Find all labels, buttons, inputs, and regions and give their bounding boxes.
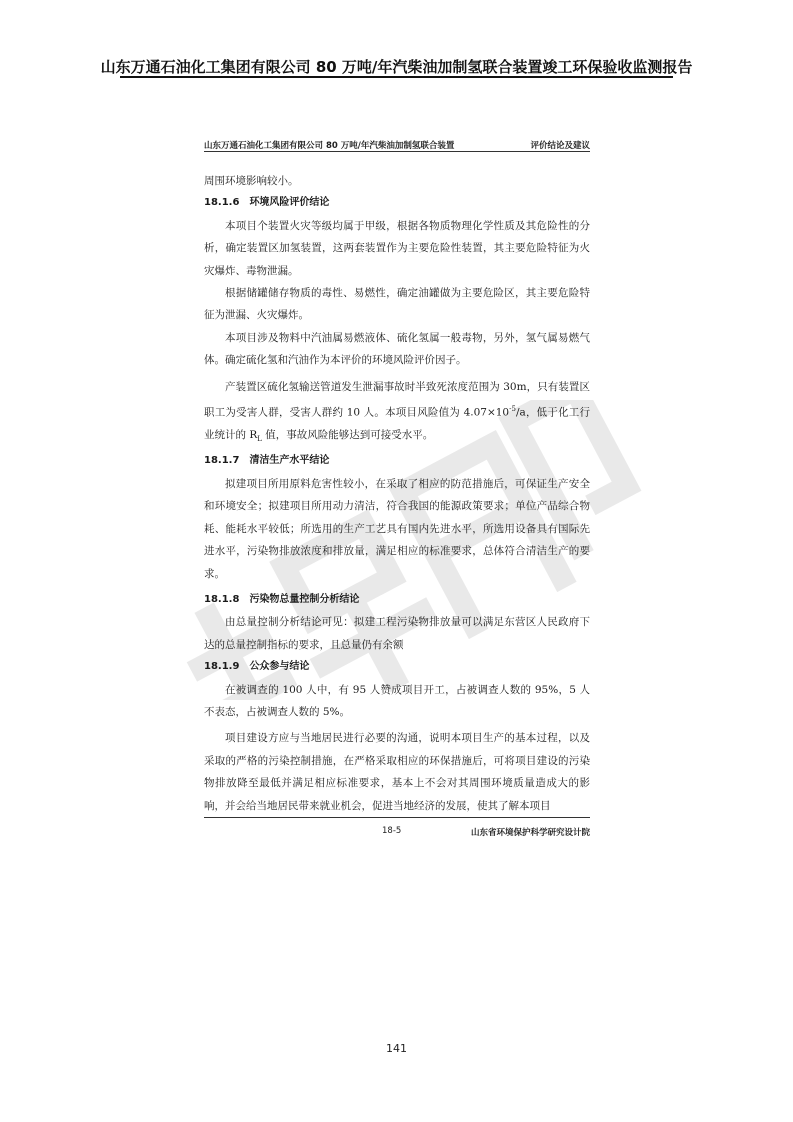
document-title: 山东万通石油化工集团有限公司 80 万吨/年汽柴油加制氢联合装置竣工环保验收监测报告 <box>100 58 693 76</box>
paragraph: 拟建项目所用原料危害性较小，在采取了相应的防范措施后，可保证生产安全和环境安全；拟建项目所用动力清洁，符合我国的能源政策要求；单位产品综合物耗、能耗水平较低；所选用的生产工艺具有国内先进水平，所选用设备具有国际先进水平，污染物排放浓度和排放量，满足相应的标准要求，总体符合清洁生产的要求。 <box>204 477 590 580</box>
paragraph: 项目建设方应与当地居民进行必要的沟通，说明本项目生产的基本过程，以及采取的严格的污染控制措施，在严格采取相应的环保措施后，可将项目建设的污染物排放降至最低并满足相应标准要求，基本上不会对其周围环境质量造成大的影响，并会给当地居民带来就业机会，促进当地经济的发展，使其了解本项目 <box>204 732 590 812</box>
report-body <box>204 170 590 817</box>
scan-footer-page: 18-5 <box>382 826 402 836</box>
scan-header-right: 评价结论及建议 <box>530 141 590 151</box>
paragraph-intro: 周围环境影响较小。 <box>204 175 299 187</box>
scan-header-left: 山东万通石油化工集团有限公司 80 万吨/年汽柴油加制氢联合装置 <box>204 141 455 151</box>
page-number: 141 <box>386 1042 407 1055</box>
subscript: L <box>257 435 262 444</box>
section-title: 环境风险评价结论 <box>249 197 330 209</box>
scan-header <box>204 139 590 151</box>
section-number: 18.1.9 <box>204 661 240 673</box>
section-title: 公众参与结论 <box>249 661 310 673</box>
paragraph: 由总量控制分析结论可见：拟建工程污染物排放量可以满足东营区人民政府下达的总量控制指标的要求，且总量仍有余额 <box>204 616 590 651</box>
paragraph-risk-value <box>204 376 590 451</box>
section-title: 清洁生产水平结论 <box>249 455 330 467</box>
paragraph: 在被调查的 100 人中，有 95 人赞成项目开工，占被调查人数的 95%，5 人不表态，占被调查人数的 5%。 <box>204 683 590 718</box>
paragraph: 本项目个装置火灾等级均属于甲级，根据各物质物理化学性质及其危险性的分析，确定装置区加氢装置，这两套装置作为主要危险性装置，其主要危险特征为火灾爆炸、毒物泄漏。 <box>204 219 590 277</box>
section-heading-18-1-7 <box>204 450 590 472</box>
section-title: 污染物总量控制分析结论 <box>249 593 360 605</box>
paragraph: 本项目涉及物料中汽油属易燃液体、硫化氢属一般毒物，另外，氢气属易燃气体。确定硫化氢和汽油作为本评价的环境风险评价因子。 <box>204 331 590 367</box>
text-run: /a，低于化工行业统计的 R <box>204 406 590 441</box>
section-heading-18-1-8 <box>204 589 590 611</box>
text-run: 产装置区硫化氢输送管道发生泄漏事故时半致死浓度范围为 30m，只有装置区职工为受害人群，受害人群约 10 人。本项目风险值为 4.07×10 <box>204 380 590 419</box>
section-number: 18.1.6 <box>204 197 240 209</box>
section-heading-18-1-9 <box>204 656 590 678</box>
section-number: 18.1.8 <box>204 593 240 605</box>
section-number: 18.1.7 <box>204 455 240 467</box>
scan-footer-org: 山东省环境保护科学研究设计院 <box>470 828 590 838</box>
scan-footer-rule <box>204 817 590 818</box>
section-heading-18-1-6 <box>204 192 590 214</box>
scan-header-rule <box>204 151 590 152</box>
text-run: 值，事故风险能够达到可接受水平。 <box>261 428 434 441</box>
title-underline <box>120 76 673 78</box>
paragraph: 根据储罐储存物质的毒性、易燃性，确定油罐做为主要危险区，其主要危险特征为泄漏、火灾爆炸。 <box>204 287 590 322</box>
superscript: -5 <box>509 405 516 414</box>
